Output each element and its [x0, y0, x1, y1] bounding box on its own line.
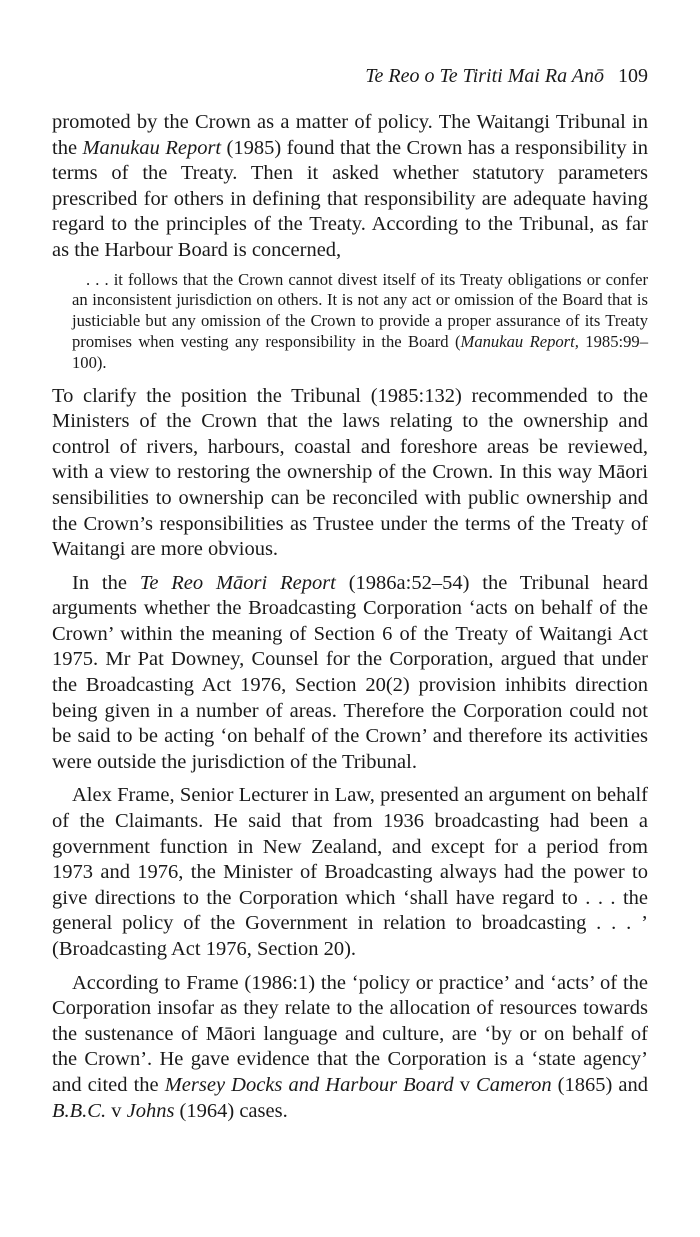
paragraph-5: According to Frame (1986:1) the ‘policy or practice’ and ‘acts’ of the Corporation insofar as they relate to the allocation of resources towards the sustenance of Māori language and culture, are ‘by or on behalf of the Crown’. He gave evidence that the Corporation is a ‘state agency’ and cited the Mersey Docks and Harbour Board v Cameron (1865) and B.B.C. v Johns (1964) cases. — [52, 971, 649, 1122]
paragraph-2: To clarify the position the Tribunal (1985:132) recommended to the Ministers of the Crown that the laws relating to the ownership and control of rivers, harbours, coastal and foreshore areas be reviewed, with a view to restoring the ownership of the Crown. In this way Māori sensibilities to ownership can be reconciled with public ownership and the Crown’s responsibilities as Trustee under the terms of the Treaty of Waitangi are more obvious. — [52, 384, 648, 561]
case-name: Mersey Docks and Harbour Board — [164, 1073, 454, 1096]
case-name: B.B.C. — [52, 1099, 107, 1122]
citation-title: Manukau Report, — [460, 331, 579, 351]
page-body — [52, 110, 648, 1124]
case-name: Cameron — [476, 1073, 552, 1096]
citation-title: Manukau Report — [82, 136, 222, 159]
block-quote: . . . it follows that the Crown cannot divest itself of its Treaty obligations or confer an inconsistent jurisdiction on others. It is not any act or omission of the Board that is justiciable but any omission of the Crown to provide a proper assurance of its Treaty promises when vesting any responsibility in the Board (Manukau Report, 1985:99–100). — [72, 269, 648, 372]
running-title: Te Reo o Te Tiriti Mai Ra Anō — [365, 65, 604, 87]
paragraph-4: Alex Frame, Senior Lecturer in Law, presented an argument on behalf of the Claimants. He said that from 1936 broadcasting had been a government function in New Zealand, and except for a period from 1973 and 1976, the Minister of Broadcasting always had the power to give directions to the Corporation which ‘shall have regard to . . . the general policy of the Government in relation to broadcasting . . . ’ (Broadcasting Act 1976, Section 20). — [52, 784, 648, 961]
case-name: Johns — [126, 1099, 175, 1122]
page-number: 109 — [618, 65, 648, 87]
running-head — [365, 64, 648, 88]
citation-title: Te Reo Māori Report — [139, 571, 336, 594]
paragraph-1: promoted by the Crown as a matter of policy. The Waitangi Tribunal in the Manukau Report (1985) found that the Crown has a responsibility in terms of the Treaty. Then it asked whether statutory parameters prescribed for others in defining that responsibility are adequate having regard to the principles of the Treaty. According to the Tribunal, as far as the Harbour Board is concerned, — [52, 111, 648, 261]
paragraph-3: In the Te Reo Māori Report (1986a:52–54) the Tribunal heard arguments whether the Broadcasting Corporation ‘acts on behalf of the Crown’ within the meaning of Section 6 of the Treaty of Waitangi Act 1975. Mr Pat Downey, Counsel for the Corporation, argued that under the Broadcasting Act 1976, Section 20(2) provision inhibits direction being given in a number of areas. Therefore the Corporation could not be said to be acting ‘on behalf of the Crown’ and therefore its activities were outside the jurisdiction of the Tribunal. — [52, 571, 649, 773]
